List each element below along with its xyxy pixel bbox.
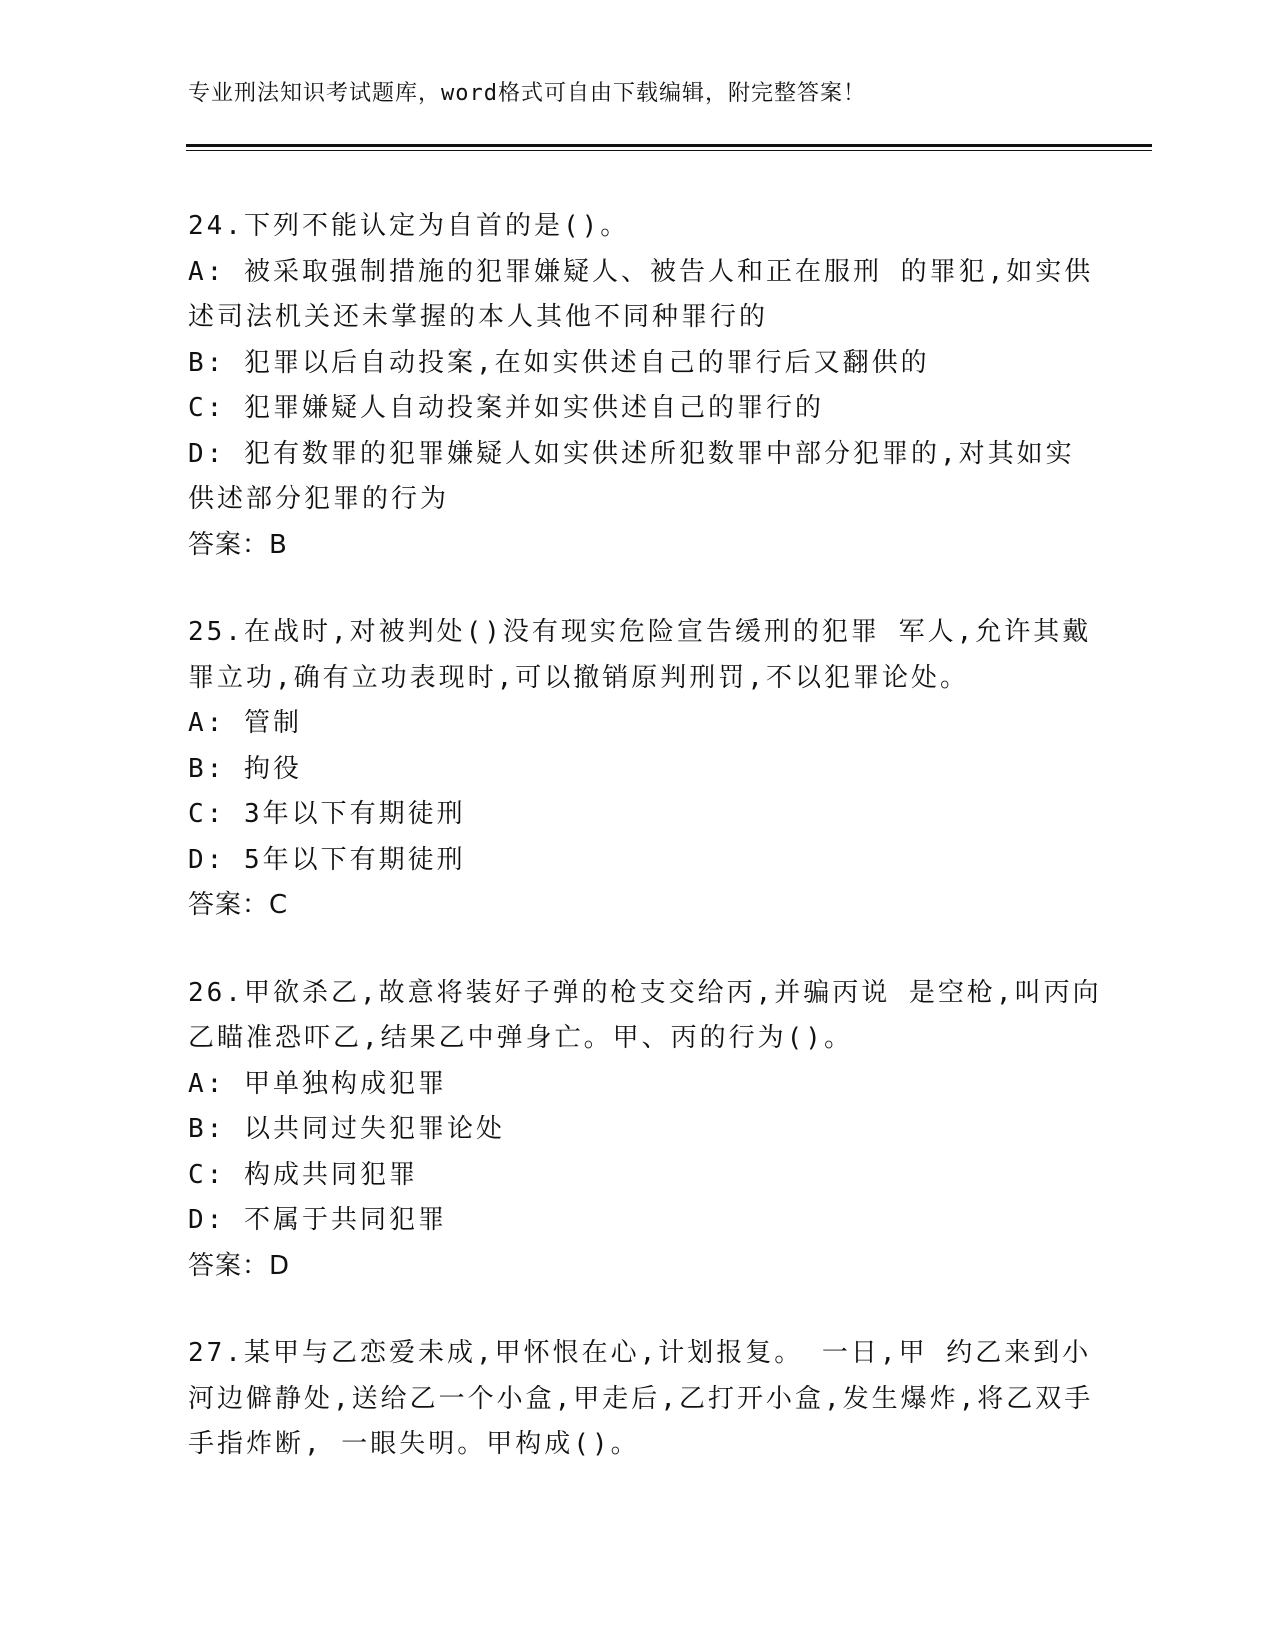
question-24-stem-line-1: 24.下列不能认定为自首的是()。 [188,211,630,241]
question-26 [188,971,1102,1290]
question-25-option-a: A: 管制 [188,708,302,738]
question-24-option-a-line-2: 述司法机关还未掌握的本人其他不同种罪行的 [188,302,769,332]
question-24-option-c: C: 犯罪嫌疑人自动投案并如实供述自己的罪行的 [188,393,824,423]
question-26-option-a: A: 甲单独构成犯罪 [188,1068,447,1099]
question-26-answer: 答案：D [188,1250,291,1281]
question-24-option-b: B: 犯罪以后自动投案,在如实供述自己的罪行后又翻供的 [188,347,930,378]
question-25 [188,610,1092,929]
question-25-stem-line-1: 25.在战时,对被判处()没有现实危险宣告缓刑的犯罪 军人,允许其戴 [188,617,1092,647]
question-26-option-c: C: 构成共同犯罪 [188,1159,418,1190]
header-divider-thin [186,150,1152,151]
question-25-option-b: B: 拘役 [188,753,302,784]
question-25-option-c: C: 3年以下有期徒刑 [188,799,466,829]
question-26-option-d: D: 不属于共同犯罪 [188,1205,447,1235]
question-list [188,204,1102,1510]
question-24-option-d-line-2: 供述部分犯罪的行为 [188,484,450,514]
question-25-stem-line-2: 罪立功,确有立功表现时,可以撤销原判刑罚,不以犯罪论处。 [188,662,969,693]
question-24-option-a-line-1: A: 被采取强制措施的犯罪嫌疑人、被告人和正在服刑 的罪犯,如实供 [188,256,1094,287]
question-25-option-d: D: 5年以下有期徒刑 [188,844,466,875]
header-divider-thick [186,144,1152,147]
question-25-answer: 答案：C [188,890,289,920]
question-27-stem-line-2: 河边僻静处,送给乙一个小盒,甲走后,乙打开小盒,发生爆炸,将乙双手 [188,1383,1094,1414]
question-27-stem-line-3: 手指炸断, 一眼失明。甲构成()。 [188,1429,640,1459]
question-27 [188,1331,1094,1468]
document-header-note: 专业刑法知识考试题库，word格式可自由下载编辑，附完整答案！ [188,81,866,106]
question-24-option-d-line-1: D: 犯有数罪的犯罪嫌疑人如实供述所犯数罪中部分犯罪的,对其如实 [188,438,1075,469]
question-26-stem-line-1: 26.甲欲杀乙,故意将装好子弹的枪支交给丙,并骗丙说 是空枪,叫丙向 [188,977,1102,1008]
question-24-answer: 答案：B [188,529,288,560]
question-27-stem-line-1: 27.某甲与乙恋爱未成,甲怀恨在心,计划报复。 一日,甲 约乙来到小 [188,1338,1092,1368]
question-26-option-b: B: 以共同过失犯罪论处 [188,1114,505,1144]
question-24 [188,204,1094,568]
question-26-stem-line-2: 乙瞄准恐吓乙,结果乙中弹身亡。甲、丙的行为()。 [188,1023,853,1053]
